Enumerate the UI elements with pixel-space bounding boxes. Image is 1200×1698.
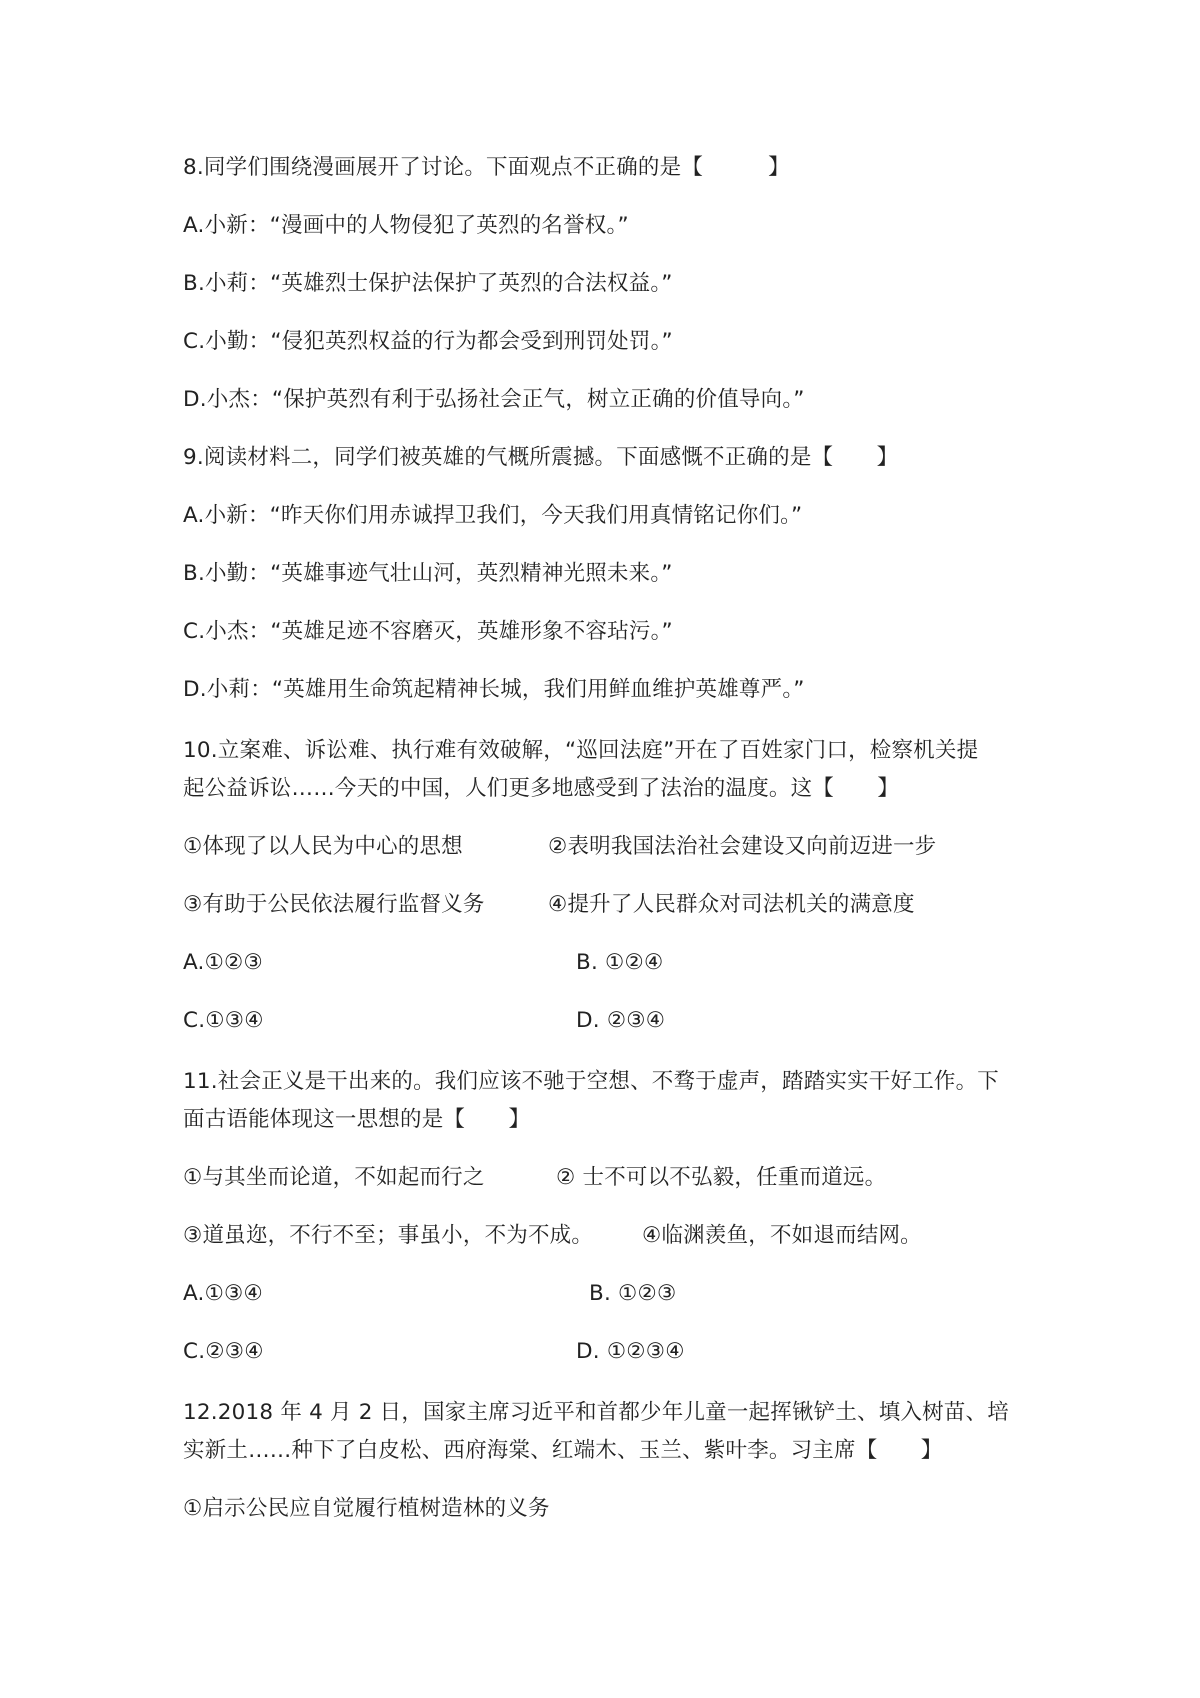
question-9-option-c: C.小杰：“英雄足迹不容磨灭，英雄形象不容玷污。” xyxy=(183,619,673,644)
question-10-item-1: ①体现了以人民为中心的思想 xyxy=(183,834,463,859)
question-10-choice-d: D. ②③④ xyxy=(576,1008,666,1033)
question-10-stem-line-1: 10.立案难、诉讼难、执行难有效破解，“巡回法庭”开在了百姓家门口，检察机关提 xyxy=(183,738,979,763)
question-11-item-4: ④临渊羡鱼，不如退而结网。 xyxy=(642,1223,922,1248)
question-9-option-a: A.小新：“昨天你们用赤诚捍卫我们，今天我们用真情铭记你们。” xyxy=(183,503,803,528)
question-12-stem-line-1: 12.2018 年 4 月 2 日，国家主席习近平和首都少年儿童一起挥锹铲土、填入树苗、培 xyxy=(183,1400,1009,1425)
question-11-item-3: ③道虽迩，不行不至；事虽小，不为不成。 xyxy=(183,1223,594,1248)
question-10-item-3: ③有助于公民依法履行监督义务 xyxy=(183,892,485,917)
question-12-item-1: ①启示公民应自觉履行植树造林的义务 xyxy=(183,1496,550,1521)
question-11-item-1: ①与其坐而论道，不如起而行之 xyxy=(183,1165,485,1190)
question-9-option-d: D.小莉：“英雄用生命筑起精神长城，我们用鲜血维护英雄尊严。” xyxy=(183,677,805,702)
question-9-stem: 9.阅读材料二，同学们被英雄的气概所震撼。下面感慨不正确的是【 】 xyxy=(183,445,899,470)
question-11-choice-b: B. ①②③ xyxy=(589,1281,677,1306)
question-10-choice-b: B. ①②④ xyxy=(576,950,664,975)
question-10-choice-a: A.①②③ xyxy=(183,950,263,975)
question-10-item-4: ④提升了人民群众对司法机关的满意度 xyxy=(548,892,915,917)
question-8-stem: 8.同学们围绕漫画展开了讨论。下面观点不正确的是【 】 xyxy=(183,155,790,180)
question-8-option-b: B.小莉：“英雄烈士保护法保护了英烈的合法权益。” xyxy=(183,271,673,296)
question-8-option-a: A.小新：“漫画中的人物侵犯了英烈的名誉权。” xyxy=(183,213,629,238)
question-11-item-2: ② 士不可以不弘毅，任重而道远。 xyxy=(556,1165,887,1190)
question-8-option-d: D.小杰：“保护英烈有利于弘扬社会正气，树立正确的价值导向。” xyxy=(183,387,805,412)
question-8-option-c: C.小勤：“侵犯英烈权益的行为都会受到刑罚处罚。” xyxy=(183,329,673,354)
question-11-choice-c: C.②③④ xyxy=(183,1339,264,1364)
question-9-option-b: B.小勤：“英雄事迹气壮山河，英烈精神光照未来。” xyxy=(183,561,673,586)
question-11-stem-line-1: 11.社会正义是干出来的。我们应该不驰于空想、不骛于虚声，踏踏实实干好工作。下 xyxy=(183,1069,999,1094)
question-10-item-2: ②表明我国法治社会建设又向前迈进一步 xyxy=(548,834,937,859)
question-11-choice-a: A.①③④ xyxy=(183,1281,263,1306)
question-12-stem-line-2: 实新土……种下了白皮松、西府海棠、红端木、玉兰、紫叶李。习主席【 】 xyxy=(183,1438,943,1463)
question-10-choice-c: C.①③④ xyxy=(183,1008,264,1033)
question-11-stem-line-2: 面古语能体现这一思想的是【 】 xyxy=(183,1107,531,1132)
question-11-choice-d: D. ①②③④ xyxy=(576,1339,685,1364)
question-10-stem-line-2: 起公益诉讼……今天的中国，人们更多地感受到了法治的温度。这【 】 xyxy=(183,776,900,801)
